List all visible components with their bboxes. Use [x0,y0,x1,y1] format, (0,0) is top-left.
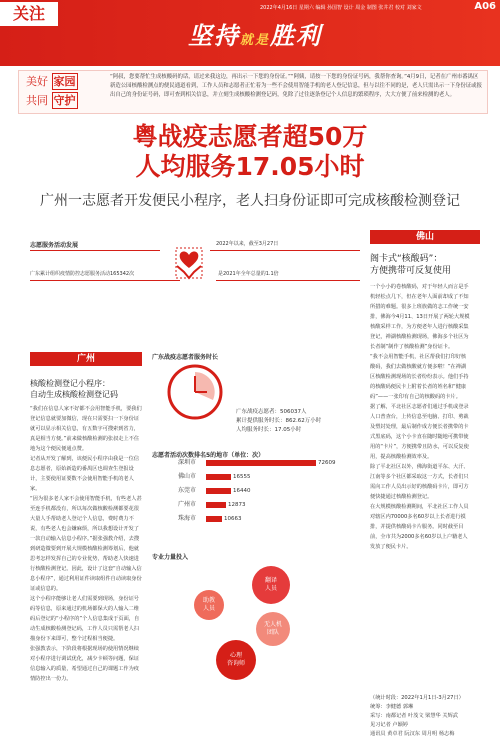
volunteer-stat: 累计提供服务时长：862.62万小时 [236,418,322,424]
focus-title: 专业力量投入 [152,554,189,561]
divider [30,250,160,251]
bar [206,516,222,522]
credits-line: 采写：南都记者 叶茂文 梁慧华 关辉武 [370,713,458,719]
bar-value: 72609 [318,460,336,466]
subtitle: 广州一志愿者开发便民小程序，老人扫身份证即可完成核酸检测登记 [40,193,460,209]
left-subheading: 核酸检测登记小程序： 自动生成核酸检测登记码 [30,379,118,399]
stats-section-title: 志愿服务活动发展 [30,242,79,249]
bar-label: 佛山市 [178,473,197,480]
bar [206,502,226,508]
bar [206,460,316,466]
volunteer-stats [236,408,366,435]
credits-line: 通讯员 黄卓君 阮汉东 周月明 杨志梅 [370,731,455,737]
bar-value: 10663 [224,516,242,522]
bar-label: 广州市 [178,501,197,508]
stats-right-stat: 是2021年全年总量的1.1倍 [218,271,279,277]
issue-info: 2022年4月16日 星期六 编辑 孙国智 设计 周金 制图 张井君 校对 刘家文 [260,5,422,11]
bubble-translator: 翻译 人员 [252,566,290,604]
bar-value: 12873 [228,502,246,508]
bar-label: 东莞市 [178,487,197,494]
bubble-counselor: 心理 咨询师 [216,640,256,680]
bar-chart [152,458,362,528]
bubble-assistant: 助教 人员 [194,590,224,620]
headline [0,122,500,182]
slogan-right: 胜利 [270,22,323,50]
divider [210,250,360,251]
volunteer-stat: 广东战疫志愿者：506037人 [236,409,307,415]
bar-row [152,514,362,524]
volunteer-stat: 人均服务时长：17.05小时 [236,427,302,433]
slogan-mid: 就是 [240,33,271,48]
bar-value: 16440 [233,488,251,494]
foshan-tag: 佛山 [370,230,480,244]
bar-row [152,472,362,482]
credits-line: 见习记者 卢颖婷 [370,722,408,728]
headline-line1: 粤战疫志愿者超50万 [132,122,368,151]
page-header [0,0,500,66]
divider [216,280,360,281]
bar-label: 深圳市 [178,459,197,466]
slogan [188,16,322,51]
volunteer-title: 广东战疫志愿者服务时长 [152,354,219,361]
bar-row [152,486,362,496]
bubble-drone: 无人机 团队 [256,612,290,646]
bar-row [152,458,362,468]
bar-row [152,500,362,510]
motto-box1: 家园 [53,75,76,88]
motto-box2: 守护 [53,94,76,107]
left-body: “我们在信息人家不好都不会用智能手机，要我们登记信息就要加微信，现在只需要扫一下身份证就可以显示相关信息，有五数字可搜索到省力，真是相当方便。”前来做核酸检测的张叔走上不住地为这个便民便通点赞。 记者从开发了解到，该便民小程序由我是一位信息志愿者，原始新造的番禺区也调查生登报设计，主要使用证要数不会使用智能手机的老人家。 “因为很多老人家不会使用智能手机，有些老人甚至连手机都没有，所以每次做核酸检测都要花很大量人手帮助老人登记个人信息，费时费力不说，有些老人也会嫌麻烦，所以我想设计开发了一款自动输入信息小程序。”据张强教介绍，去搜到研造微要到开展大规模核酸检测筹划后，他就思考怎样发挥自己的专业优势，帮助老人快速进行核酸检测登记。因此，设计了这套“自动输入信息小程序”，通过利用证件读取组件自动读取身份证或信息的。 这个小程序能够让老人们需要到现场，身份证号码等信息，原来通过的机场都保大的人输入二维码后登记的“小程序的”个人信息集成于页面，自动生成核酸检测登记码，工作人员只需帮老人扫描身份下来即可，整个过程相当便捷。 张强教表示，下阶段将根据现场的使用情况继续对小程序进行调试优化，减少卡顿等问题，保证信息输入的质量，希望通过自己的课题工作为疫情防控出一份力。 [30,406,142,682]
bar [206,488,231,494]
bar [206,474,231,480]
page-number: A06 [474,1,496,12]
credits-source: （统计时段：2022年1月1日-3月27日） [370,695,464,701]
stats-left-stat: 广东累计组织疫情防控志愿服务活动165342次 [30,271,135,277]
slogan-left: 坚持 [188,22,240,50]
credits [370,694,480,739]
right-subheading: 阁卡式“核酸码”： 方便携带可反复使用 [370,254,452,276]
motto-line1: 美好 [26,75,48,88]
heart-hands-icon [174,246,204,280]
stats-date-note: 2022年以来，截至3月27日 [216,241,279,247]
bar-value: 16555 [233,474,251,480]
motto [26,72,106,110]
guangzhou-tag: 广州 [30,352,142,366]
bar-label: 珠海市 [178,515,197,522]
credits-line: 统筹：李健德 郭琳 [370,704,414,710]
bar-chart-title: 志愿者活动次数排名5的地市（单位：次） [152,452,265,459]
section-tag: 关注 [0,2,58,26]
clock-icon [165,362,225,422]
divider [30,280,180,281]
headline-line2: 人均服务17.05小时 [135,152,365,181]
intro-text: “阿叔，您要帮忙生成核酸码的话，请过来我这边，再出示一下您的身份证。”“阿姨，请按一下您的身份证号码，我帮你查询。”4月9日，记者在广州市番禺区新造公园核酸检测点的便民通道看到，工作人员和志愿者正忙着为一些不会使用智能手机的老人登记信息，但与以往不同的是，老人只需出示一下身份证或报出自己的身份证号码，即可查到相关信息，并立刻生成核酸检测登记码，免除了过往逐条登记个人信息的繁琐程序，大大方便了前来检测的老人。 [110,74,482,98]
right-body: 一个小小的卷核酸码，对于年轻人而言是手机轻松点几下，但在老年人面前却成了不知所措的难题。很多上班族做的志工作统一安排，佛海今4月11、13日开展了两轮大规模核酸采样工作，为方便老年人进行核酸采集登记，禅湖核酸检测现场，佛海多个社区为长者制“制作了核酸检测”身份证卡。 “我不会用智能手机，社区帮我们打印好核酸码，我们去做核酸就方便多啦！”在禅湖区核酸检测现场的长者纷纷表示。他们手持的核酸码便民卡上附着长者的姓名和“健康码”——一张印有自己的核酸码的卡片。 据了解，平北社区志愿者们通过手机或登录人口普查台，上传信息至电脑、打印、剪裁及塑封处理，最后制作成方便长者携带的卡式黑底码，这个小卡直在随时随地可携带使用的“卡片”，方便携带且防水，可以反复使用，提高核酸检测效率及。 除了平北社区以外，佛海街道平东、大汗、江南等多个社区都采取这一方式，长者们只需向工作人员出示好的核酸码卡片，即可方便快捷通过核酸检测登记。 在大规模核酸检测期间，平北社区工作人员对辖区内70000多名60岁以上长者进行摸排，并提供核酸码卡片服务。同时截至目前，全市共为2000多名60岁以上户籍老人发放了便民卡片。 [370,284,470,550]
motto-line2: 共同 [26,94,48,107]
